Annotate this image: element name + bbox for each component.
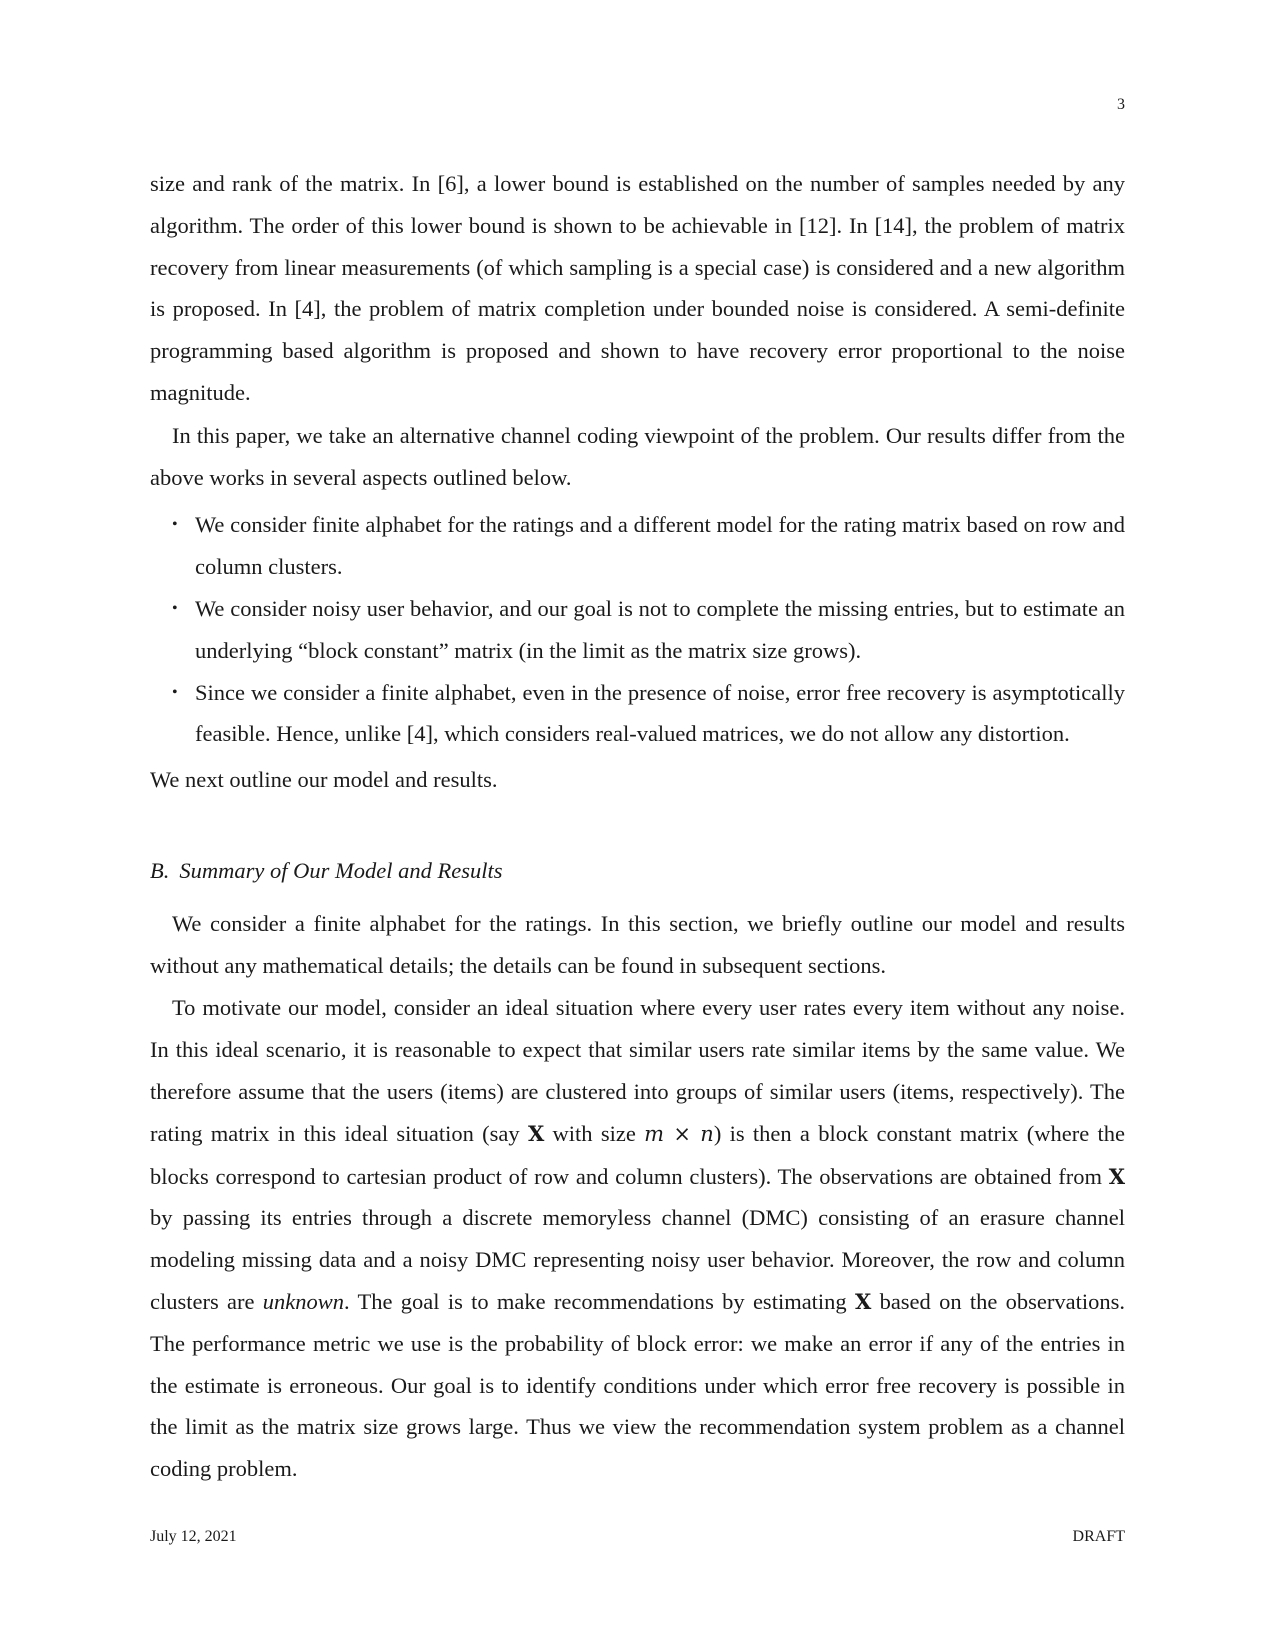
motivation-text-6: based on the observations. The performance metric we use is the probability of block error: we make an error if any of the entries in the estimate is erroneous. Our goal is to identify conditions under which error free recovery is possible in the limit as the matrix size grows large. Thus we view the recommendation system problem as a channel coding problem. [150,1288,1126,1482]
paragraph-motivation [150,987,1125,1490]
page-number: 3 [1117,96,1125,113]
list-item-text: Since we consider a finite alphabet, even in the presence of noise, error free recovery is asymptotically feasible. Hence, unlike [4], which considers real-valued matrices, we do not allow any distortion. [195,679,1125,747]
footer-draft-label: DRAFT [1072,1528,1125,1545]
paragraph-next-outline: We next outline our model and results. [150,767,498,793]
motivation-text-1: To motivate our model, consider an ideal situation where every user rates every item without any noise. In this ideal scenario, it is reasonable to expect that similar users rate similar items by the same value. We therefore assume that the users (items) are clustered into groups of similar users (items, respectively). The rating matrix in this ideal situation (say [150,995,1125,1146]
bullet-icon: • [172,599,178,617]
page-body [150,163,1125,1490]
list-item [150,504,1125,588]
matrix-x-symbol: X [527,1120,545,1146]
section-heading [150,850,1125,892]
differences-list [150,504,1125,755]
list-item [150,672,1125,756]
paragraph-intro: size and rank of the matrix. In [6], a lower bound is established on the number of samples needed by any algorithm. The order of this lower bound is shown to be achievable in [12]. In [14], the problem of matrix recovery from linear measurements (of which sampling is a special case) is considered and a new algorithm is proposed. In [4], the problem of matrix completion under bounded noise is considered. A semi-definite programming based algorithm is proposed and shown to have recovery error proportional to the noise magnitude. [150,171,1125,405]
paragraph-finite-alphabet: We consider a finite alphabet for the ratings. In this section, we briefly outline our model and results without any mathematical details; the details can be found in subsequent sections. [150,910,1125,978]
matrix-size-math: m × n [644,1121,714,1146]
motivation-text-3: ) is then a block constant matrix (where the blocks correspond to cartesian product of row and column clusters). The observations are obtained from [150,1120,1126,1189]
motivation-text-4: by passing its entries through a discrete memoryless channel (DMC) consisting of an erasure channel modeling missing data and a noisy DMC representing noisy user behavior. Moreover, the row and column clusters are [150,1205,1125,1314]
list-item-text: We consider finite alphabet for the ratings and a different model for the rating matrix based on row and column clusters. [195,512,1125,580]
section-title: Summary of Our Model and Results [179,857,503,883]
emphasis-unknown: unknown [262,1288,345,1314]
footer-date: July 12, 2021 [150,1528,237,1545]
section-letter: B. [150,857,170,883]
bullet-icon: • [172,516,178,534]
paragraph-alternative-viewpoint: In this paper, we take an alternative channel coding viewpoint of the problem. Our results differ from the above works in several aspects outlined below. [150,422,1125,490]
matrix-x-symbol: X [854,1288,872,1314]
motivation-text-5: . The goal is to make recommendations by estimating [344,1288,855,1314]
bullet-icon: • [172,683,178,701]
motivation-text-2: with size [544,1120,645,1146]
matrix-x-symbol: X [1108,1163,1125,1189]
list-item-text: We consider noisy user behavior, and our goal is not to complete the missing entries, but to estimate an underlying “block constant” matrix (in the limit as the matrix size grows). [195,595,1125,663]
list-item [150,588,1125,672]
